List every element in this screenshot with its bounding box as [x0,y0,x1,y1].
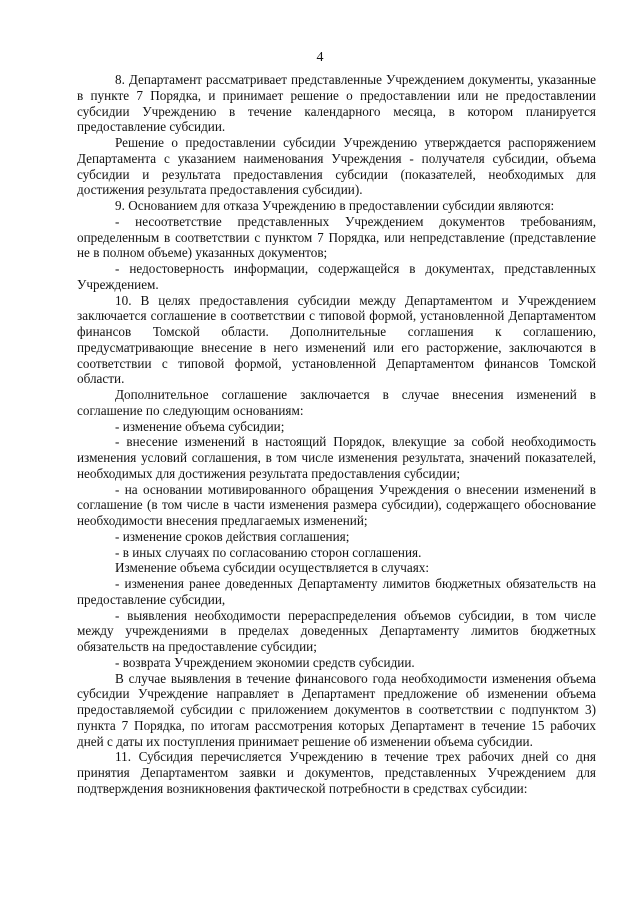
paragraph-8-review: 8. Департамент рассматривает представленные Учреждением документы, указанные в пункте 7 Порядка, и принимает решение о предоставлении или не предоставлении субсидии Учреждению в течение календарного месяца, в котором планируется предоставление субсидии. [77,72,596,135]
paragraph-10-agreement: 10. В целях предоставления субсидии между Департаментом и Учреждением заключается соглашение в соответствии с типовой формой, установленной Департаментом финансов Томской области. Дополнительные соглашения к соглашению, предусматривающие внесение в него изменений или его расторжение, заключаются в соответствии с типовой формой, установленной Департаментом финансов Томской области. [77,292,596,387]
paragraph-volume-change-cases: Изменение объема субсидии осуществляется в случаях: [115,560,430,576]
list-item-limits-change: - изменения ранее доведенных Департаменту лимитов бюджетных обязательств на предоставление субсидии, [77,576,596,607]
document-body [77,72,596,797]
paragraph-volume-change-procedure: В случае выявления в течение финансового года необходимости изменения объема субсидии Учреждение направляет в Департамент предложение об изменении объема предоставляемой субсидии с приложением документов в соответствии с подпунктом 3) пункта 7 Порядка, по итогам рассмотрения которых Департамент в течение 15 рабочих дней с даты их поступления принимает решение об изменении объема субсидии. [77,670,596,749]
list-item-inaccuracy: - недостоверность информации, содержащейся в документах, представленных Учреждением. [77,261,596,292]
list-item-nonconformity: - несоответствие представленных Учреждением документов требованиям, определенным в соответствии с пунктом 7 Порядка, или непредставление (представление не в полном объеме) указанных документов; [77,213,596,261]
paragraph-11-transfer: 11. Субсидия перечисляется Учреждению в течение трех рабочих дней со дня принятия Департаментом заявки и документов, представленных Учреждением для подтверждения возникновения фактической потребности в средствах субсидии: [77,749,596,796]
list-item-volume-change: - изменение объема субсидии; [115,418,285,434]
list-item-term-change: - изменение сроков действия соглашения; [115,528,350,544]
paragraph-9-refusal-grounds: 9. Основанием для отказа Учреждению в предоставлении субсидии являются: [115,198,555,213]
page-number: 4 [316,50,324,65]
paragraph-decision-approval: Решение о предоставлении субсидии Учреждению утверждается распоряжением Департамента с указанием наименования Учреждения - получателя субсидии, объема субсидии и результата предоставления субсидии (показателей, необходимых для достижения результата предоставления субсидии). [77,135,596,198]
list-item-redistribution: - выявления необходимости перераспределения объемов субсидии, в том числе между учреждениями в пределах доведенных Департаменту лимитов бюджетных обязательств на предоставление субсидии; [77,607,596,654]
list-item-other-cases: - в иных случаях по согласованию сторон соглашения. [115,544,422,560]
paragraph-additional-agreement: Дополнительное соглашение заключается в случае внесения изменений в соглашение по следующим основаниям: [77,387,596,418]
list-item-procedure-changes: - внесение изменений в настоящий Порядок, влекущие за собой необходимость изменения условий соглашения, в том числе изменения результата, значений показателей, необходимых для достижения результата предоставления субсидии; [77,434,596,481]
list-item-motivated-request: - на основании мотивированного обращения Учреждения о внесении изменений в соглашение (в том числе в части изменения размера субсидии), содержащего обоснование необходимости внесения предлагаемых изменений; [77,481,596,528]
list-item-savings-return: - возврата Учреждением экономии средств субсидии. [115,654,415,670]
